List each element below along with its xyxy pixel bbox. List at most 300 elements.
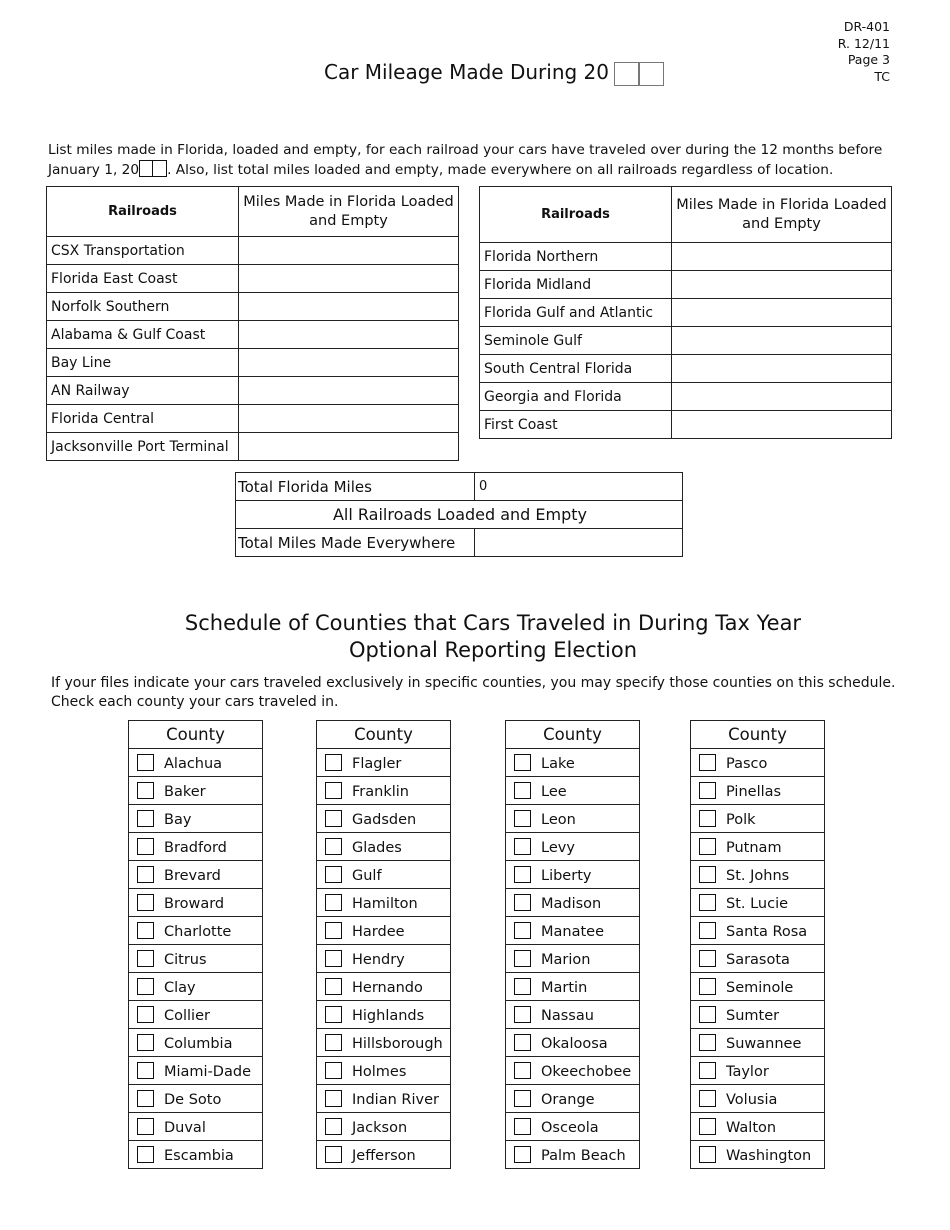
county-row [506, 861, 640, 889]
county-row [129, 861, 263, 889]
railroad-miles-input[interactable] [239, 321, 459, 349]
county-label: Seminole [726, 979, 794, 996]
intro-year-input[interactable] [139, 160, 167, 177]
county-checkbox[interactable] [325, 1146, 342, 1163]
county-row [691, 1057, 825, 1085]
county-label: Martin [541, 979, 588, 996]
county-checkbox[interactable] [325, 922, 342, 939]
county-cell [506, 833, 640, 861]
county-label: Duval [164, 1119, 206, 1136]
county-label: Indian River [352, 1091, 439, 1108]
year-digit-box[interactable] [139, 160, 153, 177]
county-checkbox[interactable] [514, 1062, 531, 1079]
county-checkbox[interactable] [325, 978, 342, 995]
schedule-title [0, 610, 950, 664]
county-row [129, 749, 263, 777]
railroad-row [47, 433, 459, 461]
county-label: Alachua [164, 755, 223, 772]
county-row [506, 917, 640, 945]
railroad-miles-input[interactable] [672, 411, 892, 439]
county-checkbox[interactable] [514, 894, 531, 911]
county-row [317, 1057, 451, 1085]
county-label: Broward [164, 895, 225, 912]
county-checkbox[interactable] [514, 782, 531, 799]
county-row [506, 945, 640, 973]
railroad-miles-input[interactable] [672, 243, 892, 271]
railroad-miles-input[interactable] [239, 405, 459, 433]
railroad-miles-input[interactable] [239, 237, 459, 265]
railroad-name: Florida East Coast [47, 265, 239, 293]
county-cell [691, 805, 825, 833]
railroad-name: Bay Line [47, 349, 239, 377]
county-checkbox[interactable] [325, 1118, 342, 1135]
county-label: Osceola [541, 1119, 599, 1136]
county-checkbox[interactable] [325, 838, 342, 855]
county-checkbox[interactable] [137, 810, 154, 827]
county-checkbox[interactable] [699, 1034, 716, 1051]
county-cell [317, 1057, 451, 1085]
county-row [129, 777, 263, 805]
railroad-row [47, 237, 459, 265]
county-label: Lake [541, 755, 575, 772]
county-checkbox[interactable] [325, 1006, 342, 1023]
county-checkbox[interactable] [699, 922, 716, 939]
railroad-name: Seminole Gulf [480, 327, 672, 355]
county-checkbox[interactable] [137, 978, 154, 995]
county-table-1 [128, 720, 263, 1169]
county-row [691, 1085, 825, 1113]
county-checkbox[interactable] [514, 810, 531, 827]
county-cell [691, 749, 825, 777]
county-checkbox[interactable] [137, 838, 154, 855]
county-cell [129, 1085, 263, 1113]
railroad-name: AN Railway [47, 377, 239, 405]
county-label: Hillsborough [352, 1035, 443, 1052]
schedule-title-line2: Optional Reporting Election [348, 638, 638, 662]
county-row [691, 917, 825, 945]
county-label: Pasco [726, 755, 768, 772]
county-label: Santa Rosa [726, 923, 808, 940]
county-checkbox[interactable] [514, 1118, 531, 1135]
county-label: Taylor [726, 1063, 769, 1080]
county-checkbox[interactable] [325, 810, 342, 827]
county-table-3 [505, 720, 640, 1169]
year-digit-box[interactable] [153, 160, 167, 177]
county-cell [506, 1001, 640, 1029]
county-row [506, 833, 640, 861]
county-label: Gulf [352, 867, 382, 884]
county-cell [129, 1029, 263, 1057]
county-cell [129, 973, 263, 1001]
county-label: Palm Beach [541, 1147, 626, 1164]
railroad-name: Jacksonville Port Terminal [47, 433, 239, 461]
county-cell [691, 861, 825, 889]
county-row [506, 805, 640, 833]
county-row [506, 1029, 640, 1057]
miles-header: Miles Made in Florida Loaded and Empty [239, 187, 459, 237]
county-cell [317, 1113, 451, 1141]
title-year-input[interactable] [614, 62, 664, 86]
county-row [317, 1001, 451, 1029]
railroad-miles-input[interactable] [239, 377, 459, 405]
county-checkbox[interactable] [514, 1090, 531, 1107]
county-checkbox[interactable] [137, 1062, 154, 1079]
county-cell [317, 1141, 451, 1169]
county-label: Escambia [164, 1147, 234, 1164]
county-checkbox[interactable] [137, 1090, 154, 1107]
county-checkbox[interactable] [137, 1034, 154, 1051]
county-label: Okaloosa [541, 1035, 608, 1052]
railroads-header: Railroads [47, 187, 239, 237]
county-row [691, 973, 825, 1001]
county-cell [506, 1085, 640, 1113]
county-label: Hardee [352, 923, 405, 940]
county-checkbox[interactable] [137, 866, 154, 883]
form-identifier [838, 19, 890, 85]
county-label: Flagler [352, 755, 402, 772]
county-checkbox[interactable] [325, 1062, 342, 1079]
county-checkbox[interactable] [514, 754, 531, 771]
railroad-name: Florida Midland [480, 271, 672, 299]
county-label: Miami-Dade [164, 1063, 251, 1080]
county-checkbox[interactable] [514, 866, 531, 883]
railroad-name: South Central Florida [480, 355, 672, 383]
railroad-miles-input[interactable] [672, 355, 892, 383]
railroad-miles-input[interactable] [672, 271, 892, 299]
county-label: Washington [726, 1147, 812, 1164]
county-row [691, 861, 825, 889]
county-checkbox[interactable] [137, 950, 154, 967]
railroad-name: Florida Central [47, 405, 239, 433]
railroad-row [480, 355, 892, 383]
county-label: Volusia [726, 1091, 778, 1108]
county-label: Marion [541, 951, 591, 968]
county-label: Levy [541, 839, 575, 856]
county-checkbox[interactable] [699, 1006, 716, 1023]
railroad-row [480, 411, 892, 439]
county-label: Glades [352, 839, 402, 856]
county-row [317, 861, 451, 889]
all-railroads-label: All Railroads Loaded and Empty [236, 501, 683, 529]
schedule-instructions: If your files indicate your cars traveled exclusively in specific counties, you may specify those counties on this schedule. Check each county your cars traveled in. [51, 675, 896, 710]
railroad-row [47, 293, 459, 321]
county-label: Sumter [726, 1007, 780, 1024]
county-row [691, 833, 825, 861]
railroad-miles-input[interactable] [239, 265, 459, 293]
county-cell [691, 1001, 825, 1029]
instructions-text-end: . Also, list total miles loaded and empty, made everywhere on all railroads regardless of location. [167, 162, 834, 178]
county-row [129, 833, 263, 861]
county-cell [506, 749, 640, 777]
county-label: Madison [541, 895, 602, 912]
total-florida-label: Total Florida Miles [236, 473, 475, 501]
county-cell [691, 1057, 825, 1085]
county-row [129, 1141, 263, 1169]
county-row [691, 945, 825, 973]
county-row [506, 1113, 640, 1141]
railroad-miles-input[interactable] [239, 293, 459, 321]
county-row [506, 1085, 640, 1113]
county-checkbox[interactable] [514, 950, 531, 967]
county-checkbox[interactable] [325, 1034, 342, 1051]
county-cell [129, 1113, 263, 1141]
county-row [317, 973, 451, 1001]
county-cell [129, 833, 263, 861]
county-cell [506, 1057, 640, 1085]
county-cell [129, 889, 263, 917]
county-row [129, 805, 263, 833]
county-row [129, 945, 263, 973]
county-checkbox[interactable] [699, 894, 716, 911]
county-row [506, 749, 640, 777]
county-label: Liberty [541, 867, 592, 884]
railroad-miles-input[interactable] [239, 433, 459, 461]
county-table-4 [690, 720, 825, 1169]
county-label: Collier [164, 1007, 210, 1024]
form-revision: R. 12/11 [837, 35, 890, 51]
miles-header: Miles Made in Florida Loaded and Empty [672, 187, 892, 243]
county-row [317, 1085, 451, 1113]
county-header: County [129, 721, 263, 749]
county-row [506, 889, 640, 917]
county-checkbox[interactable] [699, 754, 716, 771]
county-cell [506, 973, 640, 1001]
county-label: Jefferson [352, 1147, 416, 1164]
county-row [129, 973, 263, 1001]
county-cell [129, 945, 263, 973]
county-row [691, 749, 825, 777]
county-row [317, 889, 451, 917]
railroad-miles-input[interactable] [672, 383, 892, 411]
county-cell [506, 889, 640, 917]
county-cell [691, 945, 825, 973]
county-label: Putnam [726, 839, 782, 856]
county-cell [506, 917, 640, 945]
county-cell [129, 749, 263, 777]
county-cell [317, 833, 451, 861]
county-label: Baker [164, 783, 206, 800]
railroad-row [480, 383, 892, 411]
county-checkbox[interactable] [325, 1090, 342, 1107]
railroad-name: Florida Northern [480, 243, 672, 271]
county-label: Walton [726, 1119, 777, 1136]
county-row [691, 1141, 825, 1169]
county-row [317, 833, 451, 861]
county-cell [129, 1057, 263, 1085]
county-checkbox[interactable] [699, 1118, 716, 1135]
county-checkbox[interactable] [325, 782, 342, 799]
county-checkbox[interactable] [514, 1146, 531, 1163]
county-label: Jackson [352, 1119, 408, 1136]
county-row [129, 1085, 263, 1113]
county-checkbox[interactable] [699, 950, 716, 967]
railroad-name: Georgia and Florida [480, 383, 672, 411]
county-cell [506, 945, 640, 973]
county-row [506, 1057, 640, 1085]
instructions-text-start: List miles made in Florida, loaded and empty, for each railroad your cars have traveled over during the 12 months before January 1, 20 [48, 142, 883, 178]
county-checkbox[interactable] [514, 1034, 531, 1051]
county-row [129, 1113, 263, 1141]
county-label: Brevard [164, 867, 221, 884]
county-row [691, 1113, 825, 1141]
railroad-name: CSX Transportation [47, 237, 239, 265]
county-cell [317, 945, 451, 973]
county-cell [317, 1085, 451, 1113]
page-number: Page 3 [847, 52, 890, 67]
county-cell [129, 805, 263, 833]
county-row [129, 917, 263, 945]
railroad-row [47, 377, 459, 405]
county-cell [317, 889, 451, 917]
schedule-title-line1: Schedule of Counties that Cars Traveled in During Tax Year [184, 611, 802, 635]
form-number: DR-401 [843, 19, 890, 34]
county-cell [129, 1001, 263, 1029]
county-cell [691, 1085, 825, 1113]
county-label: Suwannee [726, 1035, 802, 1052]
county-label: Citrus [164, 951, 207, 968]
railroad-miles-input[interactable] [239, 349, 459, 377]
county-checkbox[interactable] [137, 1118, 154, 1135]
county-cell [691, 1113, 825, 1141]
county-checkbox[interactable] [137, 754, 154, 771]
county-checkbox[interactable] [514, 922, 531, 939]
county-checkbox[interactable] [325, 754, 342, 771]
county-cell [317, 1001, 451, 1029]
county-row [691, 805, 825, 833]
county-label: Hernando [352, 979, 423, 996]
county-row [691, 1001, 825, 1029]
year-digit-box[interactable] [614, 62, 639, 86]
county-label: Clay [164, 979, 196, 996]
county-cell [506, 861, 640, 889]
county-label: Bradford [164, 839, 227, 856]
total-florida-value[interactable]: 0 [475, 473, 683, 501]
county-row [317, 1141, 451, 1169]
county-label: De Soto [164, 1091, 222, 1108]
page-title: Car Mileage Made During 20 [324, 60, 609, 84]
county-checkbox[interactable] [325, 950, 342, 967]
county-checkbox[interactable] [699, 978, 716, 995]
county-row [129, 1029, 263, 1057]
county-row [317, 805, 451, 833]
county-label: Hamilton [352, 895, 418, 912]
county-cell [129, 777, 263, 805]
county-checkbox[interactable] [325, 866, 342, 883]
county-checkbox[interactable] [699, 782, 716, 799]
county-row [691, 889, 825, 917]
year-digit-box[interactable] [639, 62, 664, 86]
railroads-header: Railroads [480, 187, 672, 243]
county-checkbox[interactable] [137, 894, 154, 911]
county-label: St. Lucie [726, 895, 789, 912]
county-header: County [317, 721, 451, 749]
railroad-name: Norfolk Southern [47, 293, 239, 321]
county-checkbox[interactable] [699, 1146, 716, 1163]
county-row [129, 1001, 263, 1029]
county-label: Charlotte [164, 923, 232, 940]
county-cell [317, 861, 451, 889]
county-checkbox[interactable] [699, 838, 716, 855]
total-everywhere-value[interactable] [475, 529, 683, 557]
county-row [317, 917, 451, 945]
county-cell [317, 973, 451, 1001]
instructions [48, 141, 898, 180]
county-row [317, 777, 451, 805]
county-cell [317, 777, 451, 805]
county-row [129, 889, 263, 917]
county-cell [317, 917, 451, 945]
county-cell [691, 973, 825, 1001]
railroad-table-right [479, 186, 892, 439]
county-label: St. Johns [726, 867, 790, 884]
county-checkbox[interactable] [137, 1006, 154, 1023]
totals-table [235, 472, 683, 557]
county-row [317, 945, 451, 973]
railroad-row [47, 349, 459, 377]
county-table-2 [316, 720, 451, 1169]
county-row [506, 973, 640, 1001]
county-checkbox[interactable] [514, 838, 531, 855]
county-row [691, 1029, 825, 1057]
county-checkbox[interactable] [699, 1062, 716, 1079]
county-cell [506, 777, 640, 805]
railroad-row [47, 405, 459, 433]
county-cell [506, 1141, 640, 1169]
county-cell [691, 833, 825, 861]
county-checkbox[interactable] [137, 782, 154, 799]
county-checkbox[interactable] [699, 866, 716, 883]
county-cell [691, 917, 825, 945]
county-label: Pinellas [726, 783, 782, 800]
railroad-row [480, 327, 892, 355]
county-row [129, 1057, 263, 1085]
railroad-name: Alabama & Gulf Coast [47, 321, 239, 349]
county-label: Holmes [352, 1063, 407, 1080]
railroad-row [480, 243, 892, 271]
county-label: Highlands [352, 1007, 425, 1024]
railroad-name: First Coast [480, 411, 672, 439]
county-cell [691, 1029, 825, 1057]
railroad-row [47, 321, 459, 349]
county-checkbox[interactable] [514, 978, 531, 995]
county-label: Okeechobee [541, 1063, 632, 1080]
county-label: Franklin [352, 783, 409, 800]
county-label: Gadsden [352, 811, 417, 828]
county-label: Bay [164, 811, 192, 828]
county-checkbox[interactable] [699, 810, 716, 827]
county-cell [691, 1141, 825, 1169]
county-header: County [691, 721, 825, 749]
railroad-miles-input[interactable] [672, 299, 892, 327]
county-label: Hendry [352, 951, 405, 968]
railroad-miles-input[interactable] [672, 327, 892, 355]
railroad-row [47, 265, 459, 293]
railroad-name: Florida Gulf and Atlantic [480, 299, 672, 327]
railroad-table-left [46, 186, 459, 461]
county-label: Nassau [541, 1007, 594, 1024]
county-checkbox[interactable] [137, 1146, 154, 1163]
county-header: County [506, 721, 640, 749]
county-checkbox[interactable] [137, 922, 154, 939]
county-checkbox[interactable] [699, 1090, 716, 1107]
county-row [506, 1001, 640, 1029]
county-label: Polk [726, 811, 756, 828]
railroad-row [480, 299, 892, 327]
county-checkbox[interactable] [325, 894, 342, 911]
county-cell [506, 805, 640, 833]
county-checkbox[interactable] [514, 1006, 531, 1023]
county-cell [129, 917, 263, 945]
